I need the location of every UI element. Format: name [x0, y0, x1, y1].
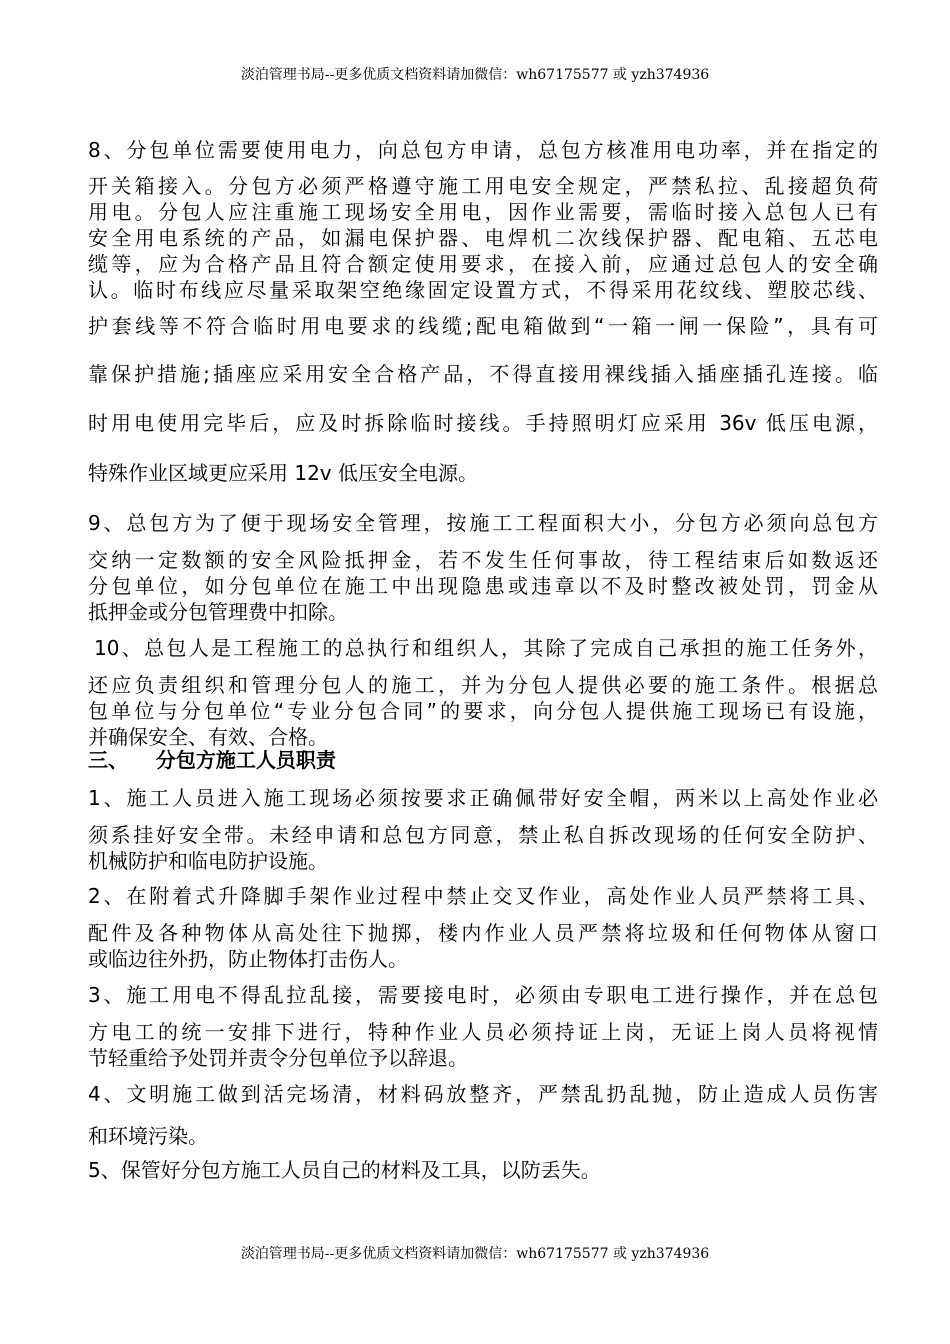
- text-line: 特殊作业区域更应采用 12v 低压安全电源。: [88, 461, 478, 485]
- text-line: 安全用电系统的产品，如漏电保护器、电焊机二次线保护器、配电箱、五芯电: [88, 226, 878, 250]
- text-line: 或临边往外扔，防止物体打击伤人。: [88, 947, 408, 971]
- text-line: 包单位与分包单位“专业分包合同”的要求，向分包人提供施工现场已有设施，: [88, 699, 878, 723]
- text-line: 并确保安全、有效、合格。: [88, 725, 328, 749]
- text-line: 还应负责组织和管理分包人的施工，并为分包人提供必要的施工条件。根据总: [88, 673, 878, 697]
- page-header: 淡泊管理书局--更多优质文档资料请加微信：wh67175577 或 yzh374936: [240, 67, 710, 83]
- text-line: 方电工的统一安排下进行，特种作业人员必须持证上岗，无证上岗人员将视情: [88, 1020, 878, 1044]
- text-line: 10、总包人是工程施工的总执行和组织人，其除了完成自己承担的施工任务外，: [94, 636, 878, 660]
- text-line: 分包单位，如分包单位在施工中出现隐患或违章以不及时整改被处罚，罚金从: [88, 574, 878, 598]
- text-line: 靠保护措施;插座应采用安全合格产品，不得直接用裸线插入插座插孔连接。临: [88, 362, 878, 386]
- section-heading: 三、 分包方施工人员职责: [88, 748, 336, 772]
- text-line: 用电。分包人应注重施工现场安全用电，因作业需要，需临时接入总包人已有: [88, 200, 878, 224]
- text-line: 缆等，应为合格产品且符合额定使用要求，在接入前，应通过总包人的安全确: [88, 252, 878, 276]
- page-footer: 淡泊管理书局--更多优质文档资料请加微信：wh67175577 或 yzh374936: [240, 1246, 710, 1262]
- text-line: 机械防护和临电防护设施。: [88, 849, 328, 873]
- text-line: 9、总包方为了便于现场安全管理，按施工工程面积大小，分包方必须向总包方: [88, 511, 878, 535]
- text-line: 3、施工用电不得乱拉乱接，需要接电时，必须由专职电工进行操作，并在总包: [88, 983, 878, 1007]
- text-line: 4、文明施工做到活完场清，材料码放整齐，严禁乱扔乱抛，防止造成人员伤害: [88, 1082, 878, 1106]
- text-line: 和环境污染。: [88, 1124, 208, 1148]
- text-line: 护套线等不符合临时用电要求的线缆;配电箱做到“一箱一闸一保险”，具有可: [88, 314, 878, 338]
- text-line: 交纳一定数额的安全风险抵押金，若不发生任何事故，待工程结束后如数返还: [88, 548, 878, 572]
- text-line: 抵押金或分包管理费中扣除。: [88, 600, 348, 624]
- text-line: 1、施工人员进入施工现场必须按要求正确佩带好安全帽，两米以上高处作业必: [88, 786, 878, 810]
- text-line: 须系挂好安全带。未经申请和总包方同意，禁止私自拆改现场的任何安全防护、: [88, 823, 878, 847]
- text-line: 8、分包单位需要使用电力，向总包方申请，总包方核准用电功率，并在指定的: [88, 138, 878, 162]
- text-line: 节轻重给予处罚并责令分包单位予以辞退。: [88, 1046, 468, 1070]
- text-line: 认。临时布线应尽量采取架空绝缘固定设置方式，不得采用花纹线、塑胶芯线、: [88, 278, 878, 302]
- text-line: 2、在附着式升降脚手架作业过程中禁止交叉作业，高处作业人员严禁将工具、: [88, 884, 878, 908]
- text-line: 5、保管好分包方施工人员自己的材料及工具，以防丢失。: [88, 1158, 601, 1182]
- text-line: 时用电使用完毕后，应及时拆除临时接线。手持照明灯应采用 36v 低压电源，: [88, 411, 878, 435]
- text-line: 开关箱接入。分包方必须严格遵守施工用电安全规定，严禁私拉、乱接超负荷: [88, 174, 878, 198]
- text-line: 配件及各种物体从高处往下抛掷，楼内作业人员严禁将垃圾和任何物体从窗口: [88, 921, 878, 945]
